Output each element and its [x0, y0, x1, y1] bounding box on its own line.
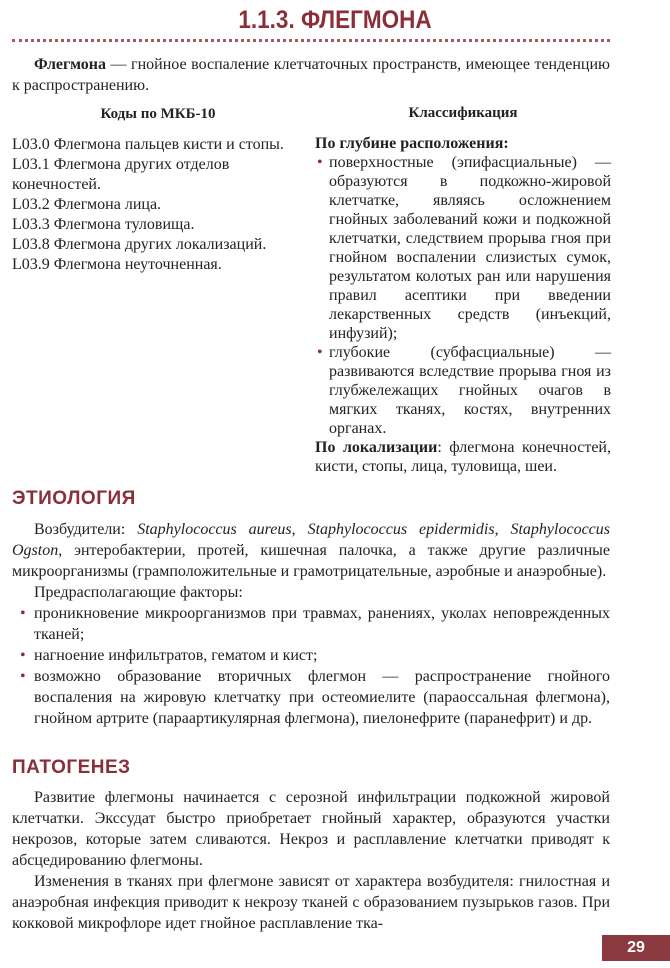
pathogen-name: Staphylococcus aureus [137, 521, 292, 538]
icd-code-item: L03.1 Флегмона других отделов конечностей. [12, 156, 230, 193]
definition-paragraph [12, 54, 610, 96]
icd-code-item: L03.3 Флегмона туловища. [12, 216, 195, 233]
page-title: 1.1.3. ФЛЕГМОНА [238, 6, 432, 34]
pathogens-paragraph [12, 519, 610, 582]
list-item [315, 343, 611, 438]
etiology-heading: ЭТИОЛОГИЯ [12, 488, 136, 509]
icd-code-item: L03.8 Флегмона других локализаций. [12, 236, 267, 253]
pathogen-name: Staphylococcus epidermidis [307, 521, 495, 538]
pathogenesis-paragraph-2: Изменения в тканях при флегмоне зависят от характера возбудителя: гнилостная и анаэробная инфекция приводит к некрозу тканей с образованием пузырьков газов. При кокковой микрофлоре идет гнойное расплавление тка- [12, 873, 610, 932]
factor-text: возможно образование вторичных флегмон — распространение гнойного воспаления на жировую клетчатку при остеомиелите (параоссальная флегмона), гнойном артрите (параартикулярная флегмона), пиелонефрите (паранефрит) и др. [34, 668, 610, 727]
pathogens-prefix: Возбудители: [34, 521, 138, 538]
pathogen-separator: , [494, 521, 511, 538]
icd-code-item: L03.0 Флегмона пальцев кисти и стопы. [12, 136, 284, 153]
bullet-icon: • [20, 605, 26, 622]
depth-list [315, 153, 611, 438]
location-paragraph [315, 438, 611, 476]
pathogenesis-paragraph-1: Развитие флегмоны начинается с серозной инфильтрации подкожной жировой клетчатки. Экссудат быстро приобретает гнойный характер, образуются участки некрозов, которые затем сливаются. Некроз и расплавление клетчатки приводят к абсцедированию флегмоны. [12, 789, 610, 869]
bullet-icon: • [20, 647, 26, 664]
location-text: : флегмона конечностей, кисти, стопы, лица, туловища, шеи. [315, 439, 611, 475]
factors-label: Предрасполагающие факторы: [34, 584, 243, 601]
bullet-icon: • [20, 668, 26, 685]
classification-header: Классификация [408, 105, 518, 121]
icd-codes-column [12, 104, 304, 275]
list-item [12, 603, 610, 645]
classification-column [315, 104, 611, 476]
icd-code-item: L03.9 Флегмона неуточненная. [12, 256, 222, 273]
depth-item-text: глубокие (субфасциальные) — развиваются вследствие прорыва гноя из глубжележащих гнойных очагов в мягких тканях, костях, внутренних органах. [329, 344, 611, 437]
depth-label: По глубине расположения: [315, 135, 509, 152]
list-item [12, 645, 610, 666]
location-label: По локализации [315, 439, 438, 456]
title-dotted-divider [12, 39, 610, 42]
icd-codes-header: Коды по МКБ-10 [100, 106, 216, 122]
page-number: 29 [602, 935, 670, 961]
pathogens-suffix: , энтеробактерии, протей, кишечная палочка, а также другие различные микроорганизмы (грамположительные и грамотрицательные, аэробные и анаэробные). [12, 542, 610, 580]
bullet-icon: • [317, 154, 323, 171]
factors-list [12, 603, 610, 729]
factor-text: проникновение микроорганизмов при травмах, ранениях, уколах неповрежденных тканей; [34, 605, 610, 643]
bullet-icon: • [317, 344, 323, 361]
definition-text: — гнойное воспаление клетчаточных пространств, имеющее тенденцию к распространению. [12, 56, 610, 94]
definition-term: Флегмона [34, 56, 106, 73]
pathogen-separator: , [291, 521, 308, 538]
pathogenesis-heading: ПАТОГЕНЕЗ [12, 757, 131, 778]
factor-text: нагноение инфильтратов, гематом и кист; [34, 647, 318, 664]
icd-code-item: L03.2 Флегмона лица. [12, 196, 162, 213]
depth-item-text: поверхностные (эпифасциальные) — образуются в подкожно-жировой клетчатке, являясь осложнением гнойных заболеваний кожи и подкожной клетчатки, следствием прорыва гноя при гнойном воспалении слизистых сумок, результатом колотых ран или нарушения правил асептики при введении лекарственных средств (инъекций, инфузий); [329, 154, 611, 342]
pathogen-name: Staphylococcus Ogston [12, 521, 611, 559]
list-item [315, 153, 611, 343]
list-item [12, 666, 610, 729]
